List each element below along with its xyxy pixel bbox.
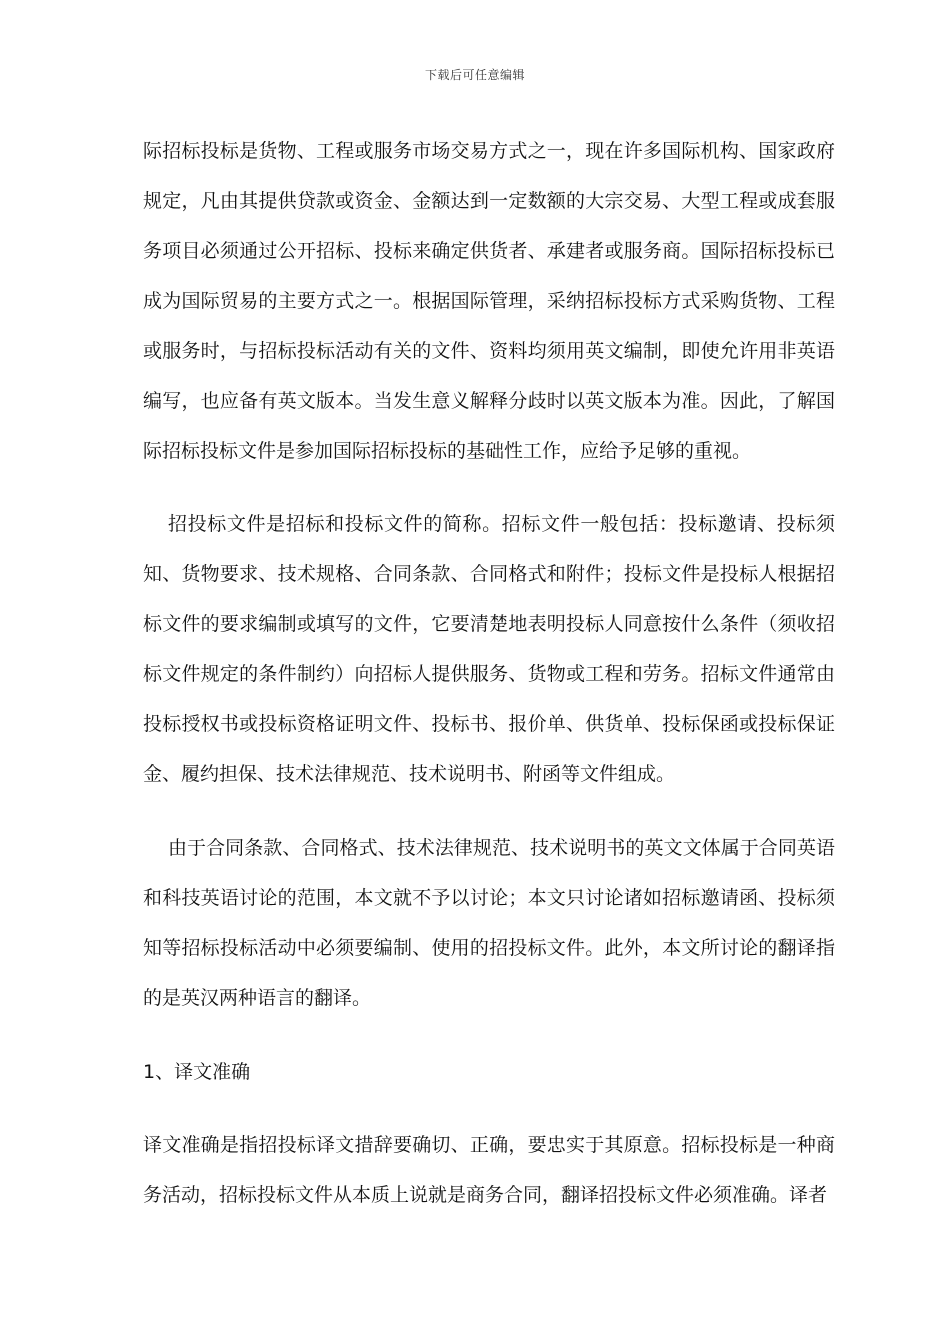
paragraph-scope: 由于合同条款、合同格式、技术法律规范、技术说明书的英文文体属于合同英语和科技英语讨论的范围，本文就不予以讨论；本文只讨论诸如招标邀请函、投标须知等招标投标活动中必须要编制、使用的招投标文件。此外，本文所讨论的翻译指的是英汉两种语言的翻译。 (143, 837, 835, 1009)
paragraph-definition: 招投标文件是招标和投标文件的简称。招标文件一般包括：投标邀请、投标须知、货物要求、技术规格、合同条款、合同格式和附件；投标文件是投标人根据招标文件的要求编制或填写的文件，它要清楚地表明投标人同意按什么条件（须收招标文件规定的条件制约）向招标人提供服务、货物或工程和劳务。招标文件通常由投标授权书或投标资格证明文件、投标书、报价单、供货单、投标保函或投标保证金、履约担保、技术法律规范、技术说明书、附函等文件组成。 (143, 513, 835, 785)
section-heading-accuracy: 1、译文准确 (143, 1061, 251, 1083)
paragraph-accuracy: 译文准确是指招投标译文措辞要确切、正确，要忠实于其原意。招标投标是一种商务活动，招标投标文件从本质上说就是商务合同，翻译招投标文件必须准确。译者 (143, 1134, 835, 1206)
download-note: 下载后可任意编辑 (424, 68, 525, 82)
paragraph-intro: 际招标投标是货物、工程或服务市场交易方式之一，现在许多国际机构、国家政府规定，凡由其提供贷款或资金、金额达到一定数额的大宗交易、大型工程或成套服务项目必须通过公开招标、投标来确定供货者、承建者或服务商。国际招标投标已成为国际贸易的主要方式之一。根据国际管理，采纳招标投标方式采购货物、工程或服务时，与招标投标活动有关的文件、资料均须用英文编制，即使允许用非英语编写，也应备有英文版本。当发生意义解释分歧时以英文版本为准。因此，了解国际招标投标文件是参加国际招标投标的基础性工作，应给予足够的重视。 (143, 140, 835, 462)
